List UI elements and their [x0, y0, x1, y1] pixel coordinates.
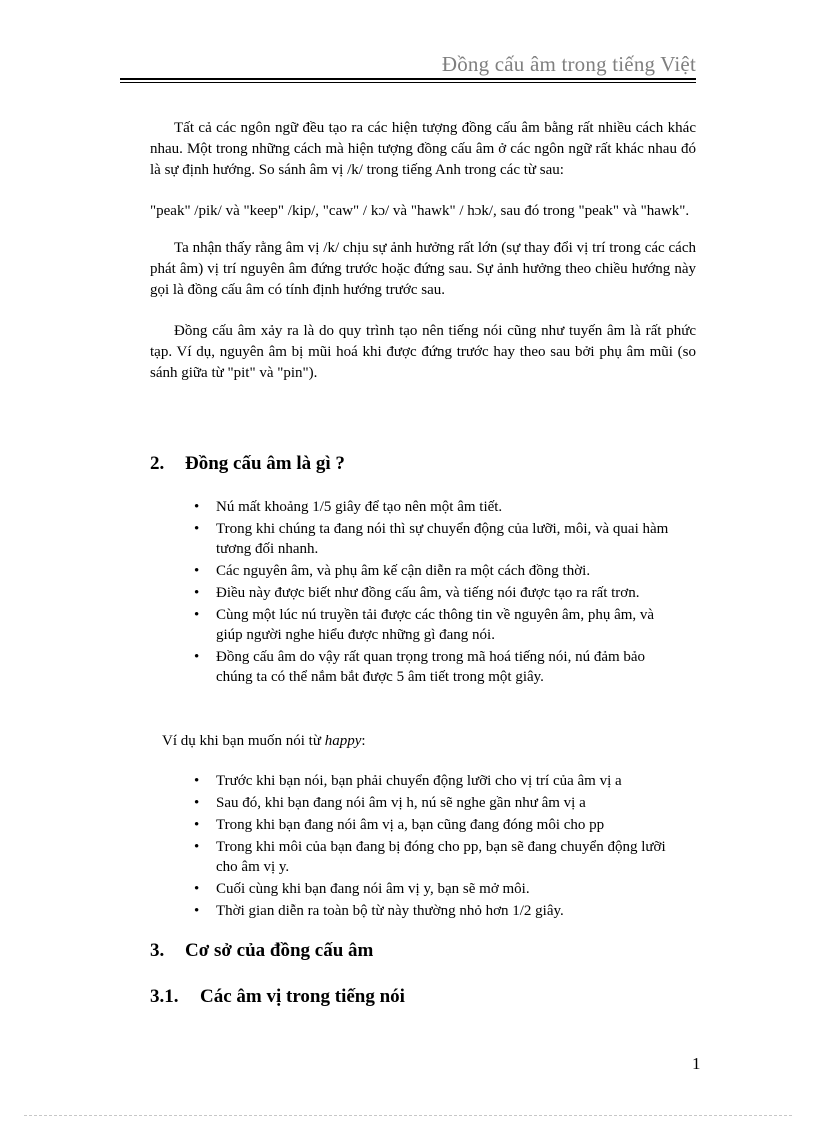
- list-item: • Đồng cấu âm do vậy rất quan trọng trong mã hoá tiếng nói, nú đảm bảo chúng ta có thể nắm bắt được 5 âm tiết trong một giây.: [188, 647, 678, 687]
- list-item: • Sau đó, khi bạn đang nói âm vị h, nú sẽ nghe gần như âm vị a: [188, 793, 678, 813]
- section-3-heading: [150, 939, 373, 963]
- intro-paragraphs: [150, 118, 696, 384]
- example-intro: [162, 731, 366, 752]
- paragraph-1: Tất cả các ngôn ngữ đều tạo ra các hiện tượng đồng cấu âm bằng rất nhiều cách khác nhau. Một trong những cách mà hiện tượng đồng cấu âm ở các ngôn ngữ rất khác nhau đó là sự định hướng. So sánh âm vị /k/ trong tiếng Anh trong các từ sau:: [150, 120, 696, 178]
- section-2-bullet-list: [188, 497, 678, 689]
- list-item: • Nú mất khoảng 1/5 giây để tạo nên một âm tiết.: [188, 497, 678, 517]
- example-intro-prefix: Ví dụ khi bạn muốn nói từ: [162, 733, 325, 749]
- page-number: 1: [692, 1054, 701, 1073]
- example-bullet-list: [188, 771, 678, 923]
- section-3-1-heading: [150, 985, 405, 1009]
- header-rule-thin: [120, 82, 696, 83]
- section-2-heading: [150, 452, 345, 476]
- section-3-1-title: Các âm vị trong tiếng nói: [200, 986, 405, 1007]
- example-word: happy: [324, 733, 362, 749]
- list-item: • Trong khi môi của bạn đang bị đóng cho pp, bạn sẽ đang chuyển động lưỡi cho âm vị y.: [188, 837, 678, 877]
- example-intro-suffix: :: [361, 733, 366, 749]
- list-item: • Trong khi chúng ta đang nói thì sự chuyển động của lưỡi, môi, và quai hàm tương đối nhanh.: [188, 519, 678, 559]
- page-header-title: Đồng cấu âm trong tiếng Việt: [441, 52, 696, 76]
- section-3-number: 3.: [150, 940, 165, 961]
- header-rule: [120, 78, 696, 80]
- list-item: • Cùng một lúc nú truyền tải được các thông tin về nguyên âm, phụ âm, và giúp người nghe hiểu được những gì đang nói.: [188, 605, 678, 645]
- list-item: • Trước khi bạn nói, bạn phải chuyển động lưỡi cho vị trí của âm vị a: [188, 771, 678, 791]
- section-3-1-number: 3.1.: [150, 986, 179, 1007]
- list-item: • Trong khi bạn đang nói âm vị a, bạn cũng đang đóng môi cho pp: [188, 815, 678, 835]
- page-bottom-divider: [24, 1115, 792, 1116]
- paragraph-2: "peak" /pik/ và "keep" /kip/, "caw" / kɔ/ và "hawk" / hɔk/, sau đó trong "peak" và "hawk".: [150, 203, 690, 219]
- list-item: • Điều này được biết như đồng cấu âm, và tiếng nói được tạo ra rất trơn.: [188, 583, 678, 603]
- section-2-title: Đồng cấu âm là gì ?: [185, 453, 345, 474]
- section-3-title: Cơ sở của đồng cấu âm: [185, 940, 374, 961]
- paragraph-4: Đồng cấu âm xảy ra là do quy trình tạo nên tiếng nói cũng như tuyến âm là rất phức tạp. Ví dụ, nguyên âm bị mũi hoá khi được đứng trước hay theo sau bởi phụ âm mũi (so sánh giữa từ "pit" và "pin").: [150, 323, 696, 381]
- list-item: • Các nguyên âm, và phụ âm kế cận diễn ra một cách đồng thời.: [188, 561, 678, 581]
- section-2-number: 2.: [150, 453, 165, 474]
- list-item: • Cuối cùng khi bạn đang nói âm vị y, bạn sẽ mở môi.: [188, 879, 678, 899]
- list-item: • Thời gian diễn ra toàn bộ từ này thường nhỏ hơn 1/2 giây.: [188, 901, 678, 921]
- paragraph-3: Ta nhận thấy rằng âm vị /k/ chịu sự ảnh hưởng rất lớn (sự thay đổi vị trí trong các cách phát âm) vị trí nguyên âm đứng trước hoặc đứng sau. Sự ảnh hưởng theo chiều hướng này gọi là đồng cấu âm có tính định hướng trước sau.: [150, 240, 696, 298]
